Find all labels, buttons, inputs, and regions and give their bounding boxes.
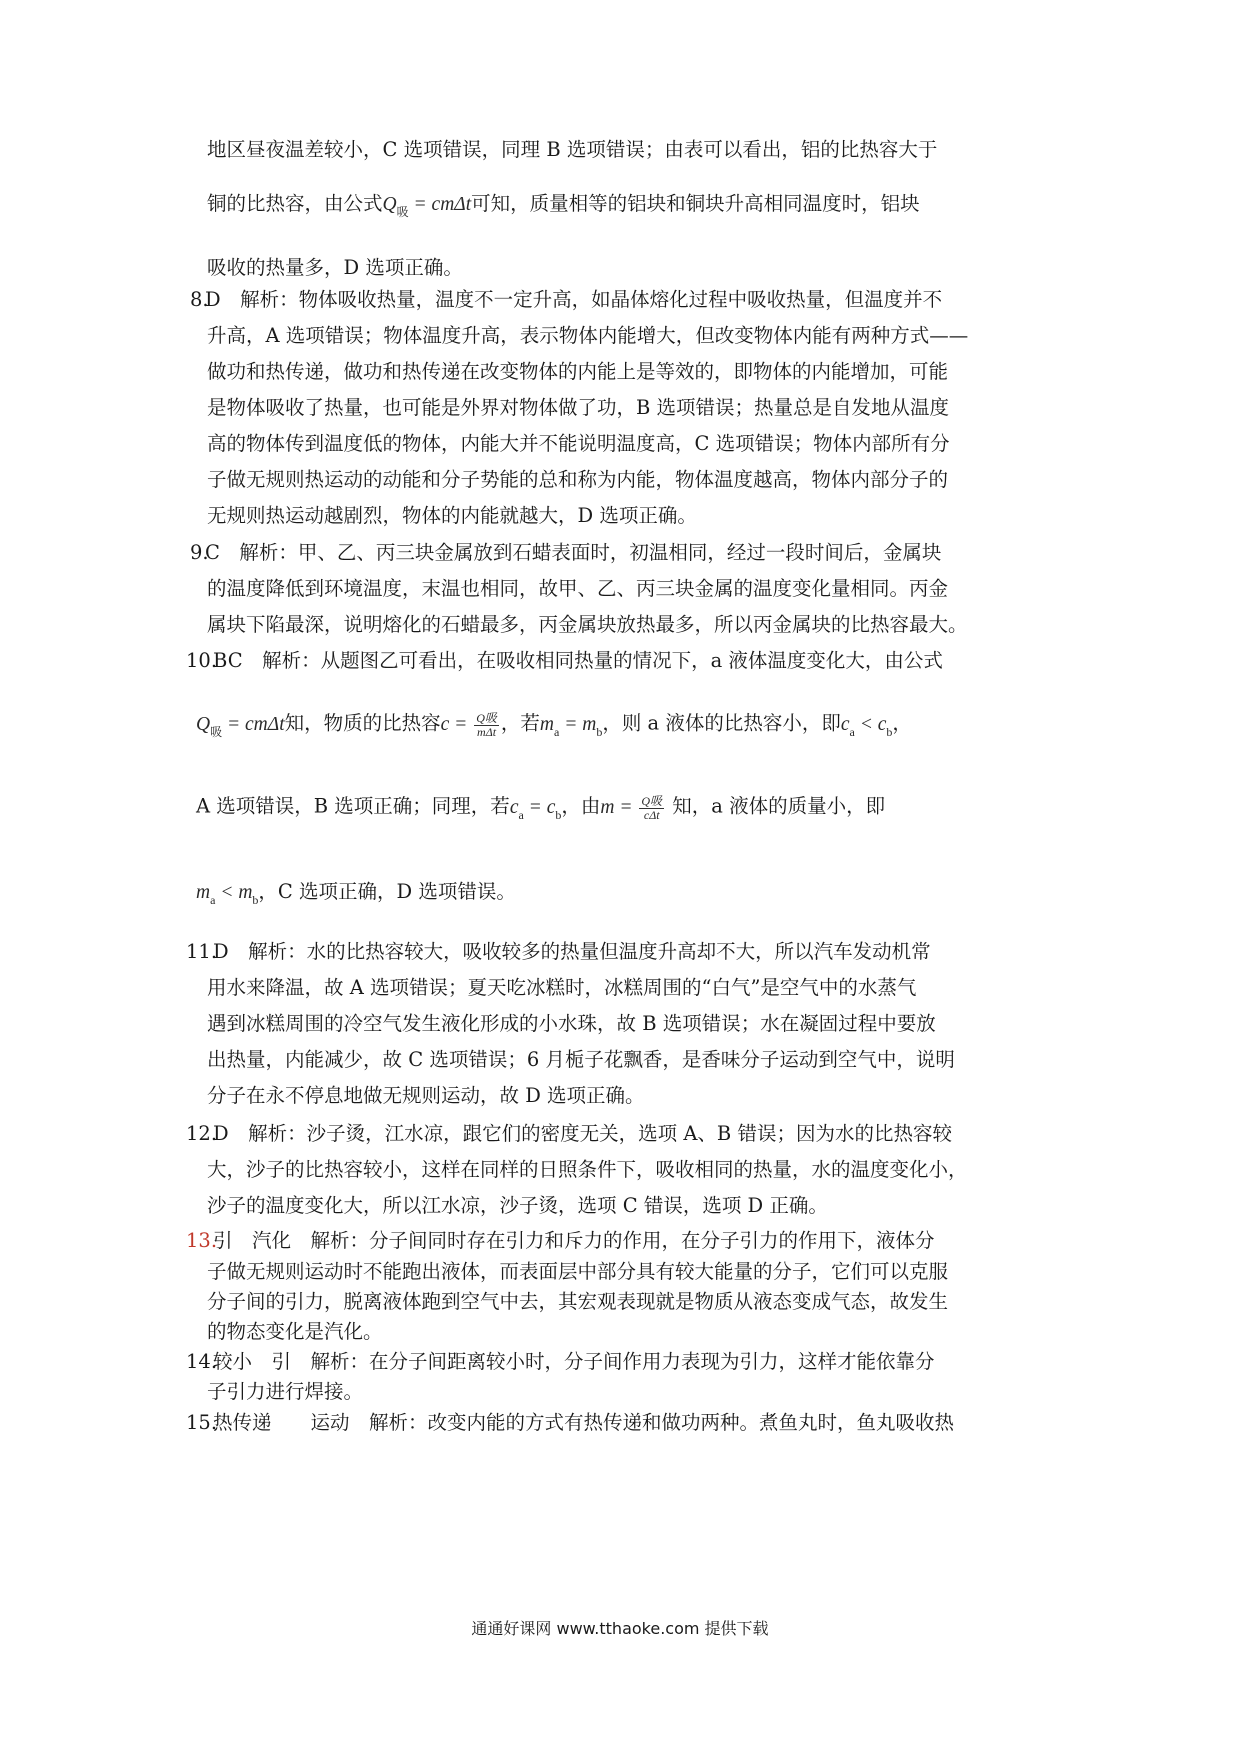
text-line: 沙子的温度变化大，所以江水凉，沙子烫，选项 C 错误，选项 D 正确。 <box>207 1194 828 1217</box>
item-number: 12. <box>186 1122 218 1145</box>
text-line: 无规则热运动越剧烈，物体的内能就越大，D 选项正确。 <box>207 504 697 527</box>
formula-line <box>207 192 920 219</box>
item-number: 9. <box>190 541 209 564</box>
formula-q-absorb: $Q_吸 = cm\Delta t$ <box>382 194 472 219</box>
text-line: 升高，A 选项错误；物体温度升高，表示物体内能增大，但改变物体内能有两种方式—— <box>207 324 969 347</box>
text-line: 遇到冰糕周围的冷空气发生液化形成的小水珠，故 B 选项错误；水在凝固过程中要放 <box>207 1012 936 1035</box>
text-line: 属块下陷最深，说明熔化的石蜡最多，丙金属块放热最多，所以丙金属块的比热容最大。 <box>207 613 968 636</box>
text-line: 子做无规则热运动的动能和分子势能的总和称为内能，物体温度越高，物体内部分子的 <box>207 468 949 491</box>
text-line: 做功和热传递，做功和热传递在改变物体的内能上是等效的，即物体的内能增加，可能 <box>207 360 949 383</box>
text-line: BC 解析：从题图乙可看出，在吸收相同热量的情况下，a 液体温度变化大，由公式 <box>213 649 943 672</box>
formula-mass: m = $\frac{\text{Q吸}}{\text{cΔt}}$ <box>600 794 663 822</box>
text-line: 是物体吸收了热量，也可能是外界对物体做了功，B 选项错误；热量总是自发地从温度 <box>207 396 950 419</box>
text-line: 较小 引 解析：在分子间距离较小时，分子间作用力表现为引力，这样才能依靠分 <box>213 1350 935 1373</box>
item-number: 8. <box>190 288 209 311</box>
formula-q-absorb: $Q_吸 = cm\Delta t$ <box>196 713 285 739</box>
formula-m-compare: $m_a < m_b$ <box>196 882 259 907</box>
text-line: 引 汽化 解析：分子间同时存在引力和斥力的作用，在分子引力的作用下，液体分 <box>213 1229 935 1252</box>
formula-c-equal: $c_a = c_b$ <box>509 796 562 822</box>
text-line: 出热量，内能减少，故 C 选项错误；6 月栀子花飘香，是香味分子运动到空气中，说明 <box>207 1048 955 1071</box>
item-number: 14. <box>186 1350 218 1373</box>
item-number: 11. <box>186 940 218 963</box>
formula-mass-equal: $m_a = m_b$ <box>539 713 603 739</box>
text-line: 子做无规则运动时不能跑出液体，而表面层中部分具有较大能量的分子，它们可以克服 <box>207 1260 949 1283</box>
text-line: 子引力进行焊接。 <box>207 1380 364 1403</box>
text-line: 的温度降低到环境温度，末温也相同，故甲、乙、丙三块金属的温度变化量相同。丙金 <box>207 577 949 600</box>
text-line: D 解析：沙子烫，江水凉，跟它们的密度无关，选项 A、B 错误；因为水的比热容较 <box>213 1122 952 1145</box>
text-line: 大，沙子的比热容较小，这样在同样的日照条件下，吸收相同的热量，水的温度变化小， <box>207 1158 968 1181</box>
page-footer: 通通好课网 www.tthaoke.com 提供下载 <box>471 1619 769 1638</box>
text-line: 的物态变化是汽化。 <box>207 1320 383 1343</box>
formula-specific-heat: c = $\frac{\text{Q吸}}{\text{mΔt}}$ <box>440 711 497 739</box>
item-number: 15. <box>186 1411 218 1434</box>
text-line: D 解析：水的比热容较大，吸收较多的热量但温度升高却不大，所以汽车发动机常 <box>213 940 931 963</box>
text-line: 高的物体传到温度低的物体，内能大并不能说明温度高，C 选项错误；物体内部所有分 <box>207 432 950 455</box>
text-line: 用水来降温，故 A 选项错误；夏天吃冰糕时，冰糕周围的“白气”是空气中的水蒸气 <box>207 976 917 999</box>
text-segment: 铜的比热容，由公式 <box>207 192 383 215</box>
formula-c-compare: $c_a < c_b$ <box>840 713 893 739</box>
item-number: 13. <box>186 1229 218 1252</box>
item-number: 10. <box>186 649 218 672</box>
text-line: 热传递 运动 解析：改变内能的方式有热传递和做功两种。煮鱼丸时，鱼丸吸收热 <box>213 1411 955 1434</box>
text-line: 分子在永不停息地做无规则运动，故 D 选项正确。 <box>207 1084 645 1107</box>
formula-line: $Q_吸 = cm\Delta t$知，物质的比热容c = $\frac{\text{Q吸}}{\text{mΔt}}$ ，若$m_a = m_b$，则 a 液体的比热容小，即$c_a < c_b$， <box>196 711 912 739</box>
formula-line: $m_a < m_b$，C 选项正确，D 选项错误。 <box>196 880 516 907</box>
text-line: 地区昼夜温差较小，C 选项错误，同理 B 选项错误；由表可以看出，铝的比热容大于 <box>207 138 938 161</box>
text-line: 吸收的热量多，D 选项正确。 <box>207 256 463 279</box>
text-line: C 解析：甲、乙、丙三块金属放到石蜡表面时，初温相同，经过一段时间后，金属块 <box>205 541 942 564</box>
text-line: D 解析：物体吸收热量，温度不一定升高，如晶体熔化过程中吸收热量，但温度并不 <box>205 288 943 311</box>
text-segment: 可知，质量相等的铝块和铜块升高相同温度时，铝块 <box>471 192 920 215</box>
text-line: 分子间的引力，脱离液体跑到空气中去，其宏观表现就是物质从液态变成气态，故发生 <box>207 1290 949 1313</box>
formula-line: A 选项错误，B 选项正确；同理，若$c_a = c_b$，由m = $\frac{\text{Q吸}}{\text{cΔt}}$ 知，a 液体的质量小，即 <box>196 794 886 822</box>
